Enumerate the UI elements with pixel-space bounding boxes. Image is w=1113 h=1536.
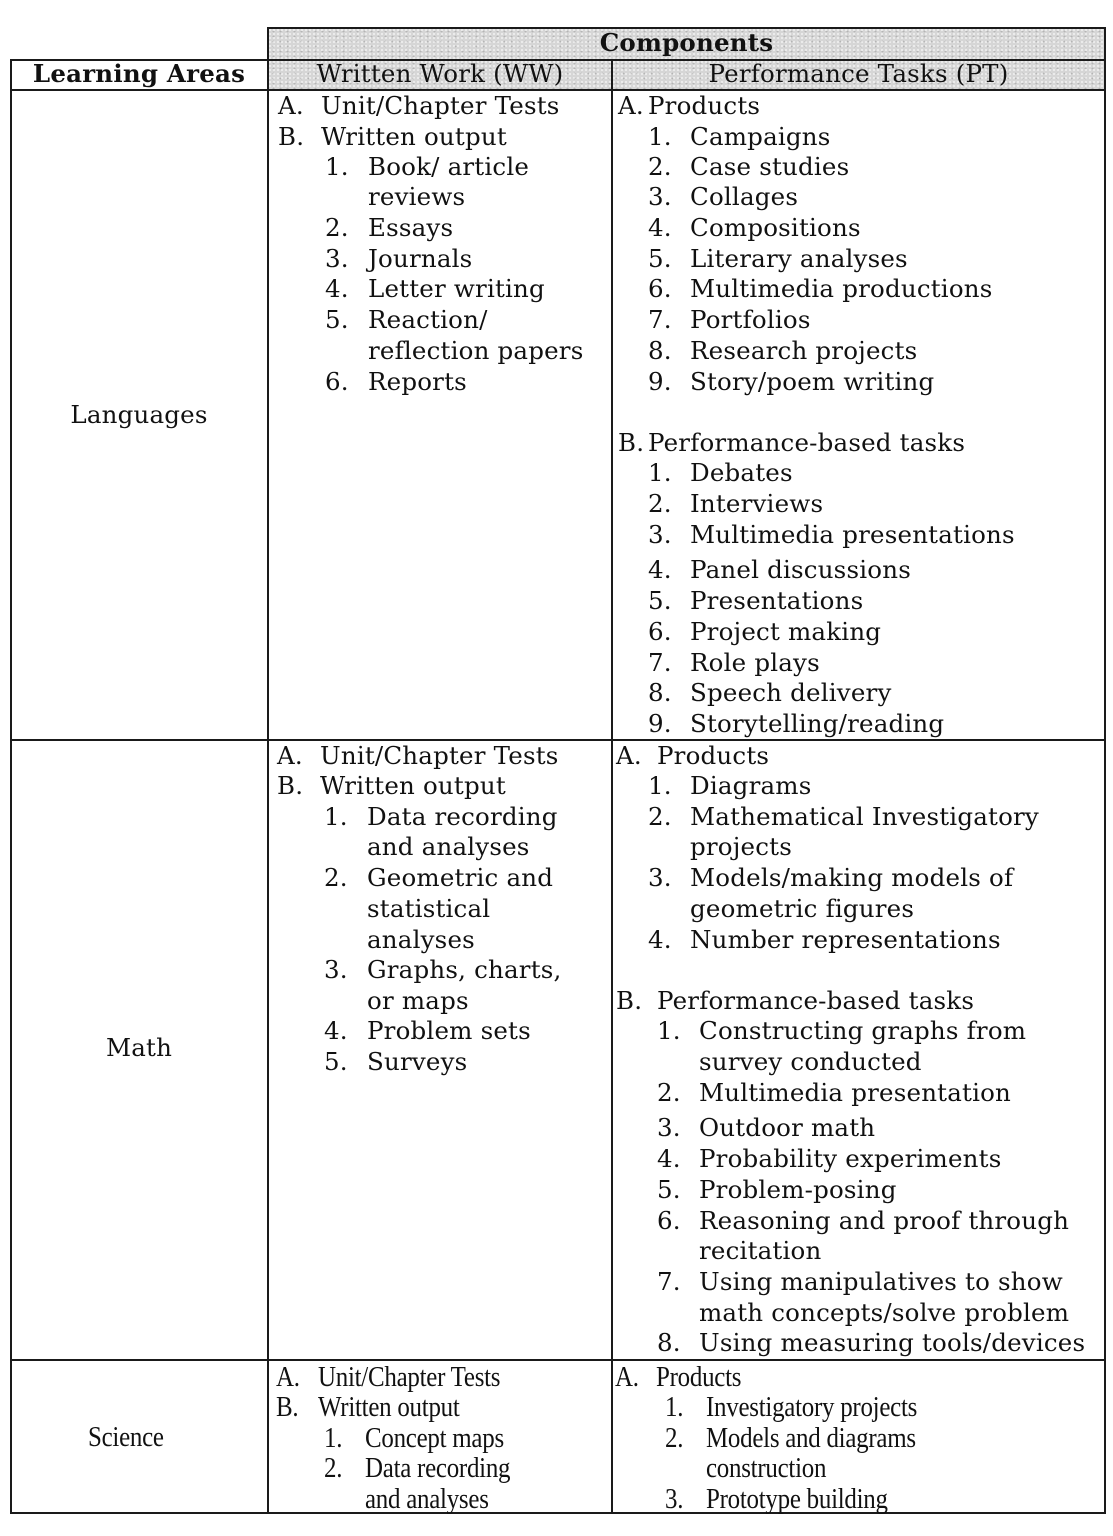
border-below-math — [10, 1359, 1106, 1361]
pt-performance-based: Performance-based tasks — [657, 986, 975, 1015]
list-item: Collages — [690, 182, 799, 211]
border-right — [1104, 27, 1106, 1514]
list-item: Debates — [690, 458, 793, 487]
list-number: 5. — [648, 244, 672, 273]
list-item-cont: geometric figures — [690, 894, 915, 923]
ww-marker-a: A. — [277, 741, 303, 770]
list-number: 9. — [648, 709, 672, 738]
area-science: Science — [88, 1421, 164, 1453]
list-item: Campaigns — [690, 122, 831, 151]
list-number: 8. — [648, 678, 672, 707]
ww-marker-b: B. — [278, 122, 305, 151]
list-item: Graphs, charts, — [367, 955, 562, 984]
list-item: Book/ article — [368, 152, 530, 181]
list-item: Reports — [368, 367, 467, 396]
ww-marker-a: A. — [278, 91, 304, 120]
list-number: 1. — [648, 122, 672, 151]
list-number: 2. — [657, 1078, 681, 1107]
list-item: Concept maps — [365, 1422, 504, 1454]
performance-tasks-header: Performance Tasks (PT) — [708, 59, 1009, 88]
ww-unit-tests: Unit/Chapter Tests — [321, 91, 560, 120]
list-number: 5. — [325, 305, 349, 334]
list-item: Multimedia presentation — [699, 1078, 1012, 1107]
list-item: Speech delivery — [690, 678, 892, 707]
list-number: 6. — [648, 617, 672, 646]
list-item: Journals — [368, 244, 473, 273]
list-number: 4. — [648, 555, 672, 584]
pt-marker-a: A. — [616, 741, 642, 770]
list-item: Data recording — [367, 802, 558, 831]
area-math: Math — [105, 1033, 173, 1062]
pt-products: Products — [657, 741, 770, 770]
list-number: 1. — [324, 1422, 343, 1454]
list-item: Models and diagrams — [706, 1422, 916, 1454]
list-number: 1. — [325, 152, 349, 181]
written-work-header: Written Work (WW) — [316, 59, 564, 88]
list-item: Mathematical Investigatory — [690, 802, 1039, 831]
list-number: 5. — [324, 1047, 348, 1076]
list-item-cont: or maps — [367, 986, 469, 1015]
pt-marker-b: B. — [618, 428, 645, 457]
list-item: Geometric and — [367, 863, 554, 892]
list-item: Story/poem writing — [690, 367, 935, 396]
ww-marker-b: B. — [277, 771, 304, 800]
list-number: 3. — [657, 1113, 681, 1142]
list-number: 7. — [657, 1267, 681, 1296]
list-item: Probability experiments — [699, 1144, 1002, 1173]
ww-marker-b: B. — [276, 1391, 299, 1423]
list-item: Interviews — [690, 489, 824, 518]
list-item: Surveys — [367, 1047, 468, 1076]
list-item: Letter writing — [368, 274, 545, 303]
list-item-cont: construction — [706, 1452, 827, 1484]
ww-unit-tests: Unit/Chapter Tests — [320, 741, 559, 770]
list-number: 3. — [665, 1483, 684, 1515]
pt-marker-a: A. — [615, 1361, 639, 1393]
list-item: Multimedia productions — [690, 274, 993, 303]
list-item-cont: and analyses — [365, 1483, 489, 1515]
list-number: 3. — [648, 863, 672, 892]
list-number: 1. — [657, 1016, 681, 1045]
list-item: Number representations — [690, 925, 1001, 954]
list-number: 7. — [648, 305, 672, 334]
list-item: Research projects — [690, 336, 918, 365]
list-number: 4. — [324, 1016, 348, 1045]
list-item: Case studies — [690, 152, 850, 181]
list-number: 2. — [324, 1452, 343, 1484]
ww-written-output: Written output — [321, 122, 507, 151]
list-number: 4. — [325, 274, 349, 303]
area-languages: Languages — [70, 400, 208, 429]
list-number: 9. — [648, 367, 672, 396]
list-item: Using manipulatives to show — [699, 1267, 1063, 1296]
list-number: 1. — [648, 771, 672, 800]
list-item: Outdoor math — [699, 1113, 876, 1142]
border-col1-col2 — [267, 27, 269, 1514]
list-number: 3. — [325, 244, 349, 273]
list-number: 3. — [324, 955, 348, 984]
list-item: Panel discussions — [690, 555, 911, 584]
list-item: Role plays — [690, 648, 820, 677]
list-number: 3. — [648, 182, 672, 211]
list-item: Using measuring tools/devices — [699, 1328, 1086, 1357]
list-number: 3. — [648, 520, 672, 549]
list-item: Constructing graphs from — [699, 1016, 1027, 1045]
border-left — [10, 59, 12, 1514]
list-item: Problem-posing — [699, 1175, 897, 1204]
list-item: Portfolios — [690, 305, 811, 334]
list-item: Project making — [690, 617, 882, 646]
list-number: 1. — [665, 1391, 684, 1423]
list-item: Data recording — [365, 1452, 511, 1484]
list-number: 6. — [325, 367, 349, 396]
list-number: 6. — [657, 1206, 681, 1235]
list-number: 1. — [648, 458, 672, 487]
list-item-cont: statistical — [367, 894, 491, 923]
list-number: 5. — [648, 586, 672, 615]
list-item-cont: analyses — [367, 925, 475, 954]
pt-marker-b: B. — [616, 986, 643, 1015]
list-item-cont: math concepts/solve problem — [699, 1298, 1070, 1327]
list-number: 2. — [648, 152, 672, 181]
list-number: 2. — [648, 489, 672, 518]
list-item-cont: and analyses — [367, 832, 530, 861]
list-item: Presentations — [690, 586, 864, 615]
list-number: 4. — [648, 213, 672, 242]
list-number: 7. — [648, 648, 672, 677]
list-number: 8. — [648, 336, 672, 365]
border-col2-col3 — [611, 59, 613, 1514]
list-number: 2. — [665, 1422, 684, 1454]
ww-unit-tests: Unit/Chapter Tests — [318, 1361, 501, 1393]
list-item: Prototype building — [706, 1483, 888, 1515]
ww-marker-a: A. — [276, 1361, 300, 1393]
pt-performance-based: Performance-based tasks — [648, 428, 966, 457]
ww-written-output: Written output — [320, 771, 506, 800]
list-number: 5. — [657, 1175, 681, 1204]
list-item-cont: reflection papers — [368, 336, 584, 365]
list-number: 2. — [324, 863, 348, 892]
list-item-cont: recitation — [699, 1236, 822, 1265]
list-item-cont: survey conducted — [699, 1047, 922, 1076]
list-number: 2. — [325, 213, 349, 242]
list-item-cont: reviews — [368, 182, 466, 211]
border-bottom — [10, 1512, 1106, 1514]
list-item-cont: projects — [690, 832, 792, 861]
pt-products: Products — [656, 1361, 742, 1393]
list-item: Compositions — [690, 213, 861, 242]
list-number: 4. — [648, 925, 672, 954]
list-item: Investigatory projects — [706, 1391, 918, 1423]
components-header: Components — [599, 28, 774, 57]
list-item: Storytelling/reading — [690, 709, 945, 738]
list-number: 8. — [657, 1328, 681, 1357]
list-item: Reasoning and proof through — [699, 1206, 1070, 1235]
ww-written-output: Written output — [318, 1391, 460, 1423]
pt-products: Products — [648, 91, 761, 120]
list-number: 4. — [657, 1144, 681, 1173]
list-number: 2. — [648, 802, 672, 831]
list-item: Essays — [368, 213, 454, 242]
list-item: Problem sets — [367, 1016, 531, 1045]
learning-areas-header: Learning Areas — [32, 59, 246, 88]
list-number: 6. — [648, 274, 672, 303]
list-item: Diagrams — [690, 771, 812, 800]
list-item: Reaction/ — [368, 305, 488, 334]
list-number: 1. — [324, 802, 348, 831]
list-item: Multimedia presentations — [690, 520, 1015, 549]
list-item: Models/making models of — [690, 863, 1014, 892]
pt-marker-a: A. — [618, 91, 644, 120]
list-item: Literary analyses — [690, 244, 908, 273]
